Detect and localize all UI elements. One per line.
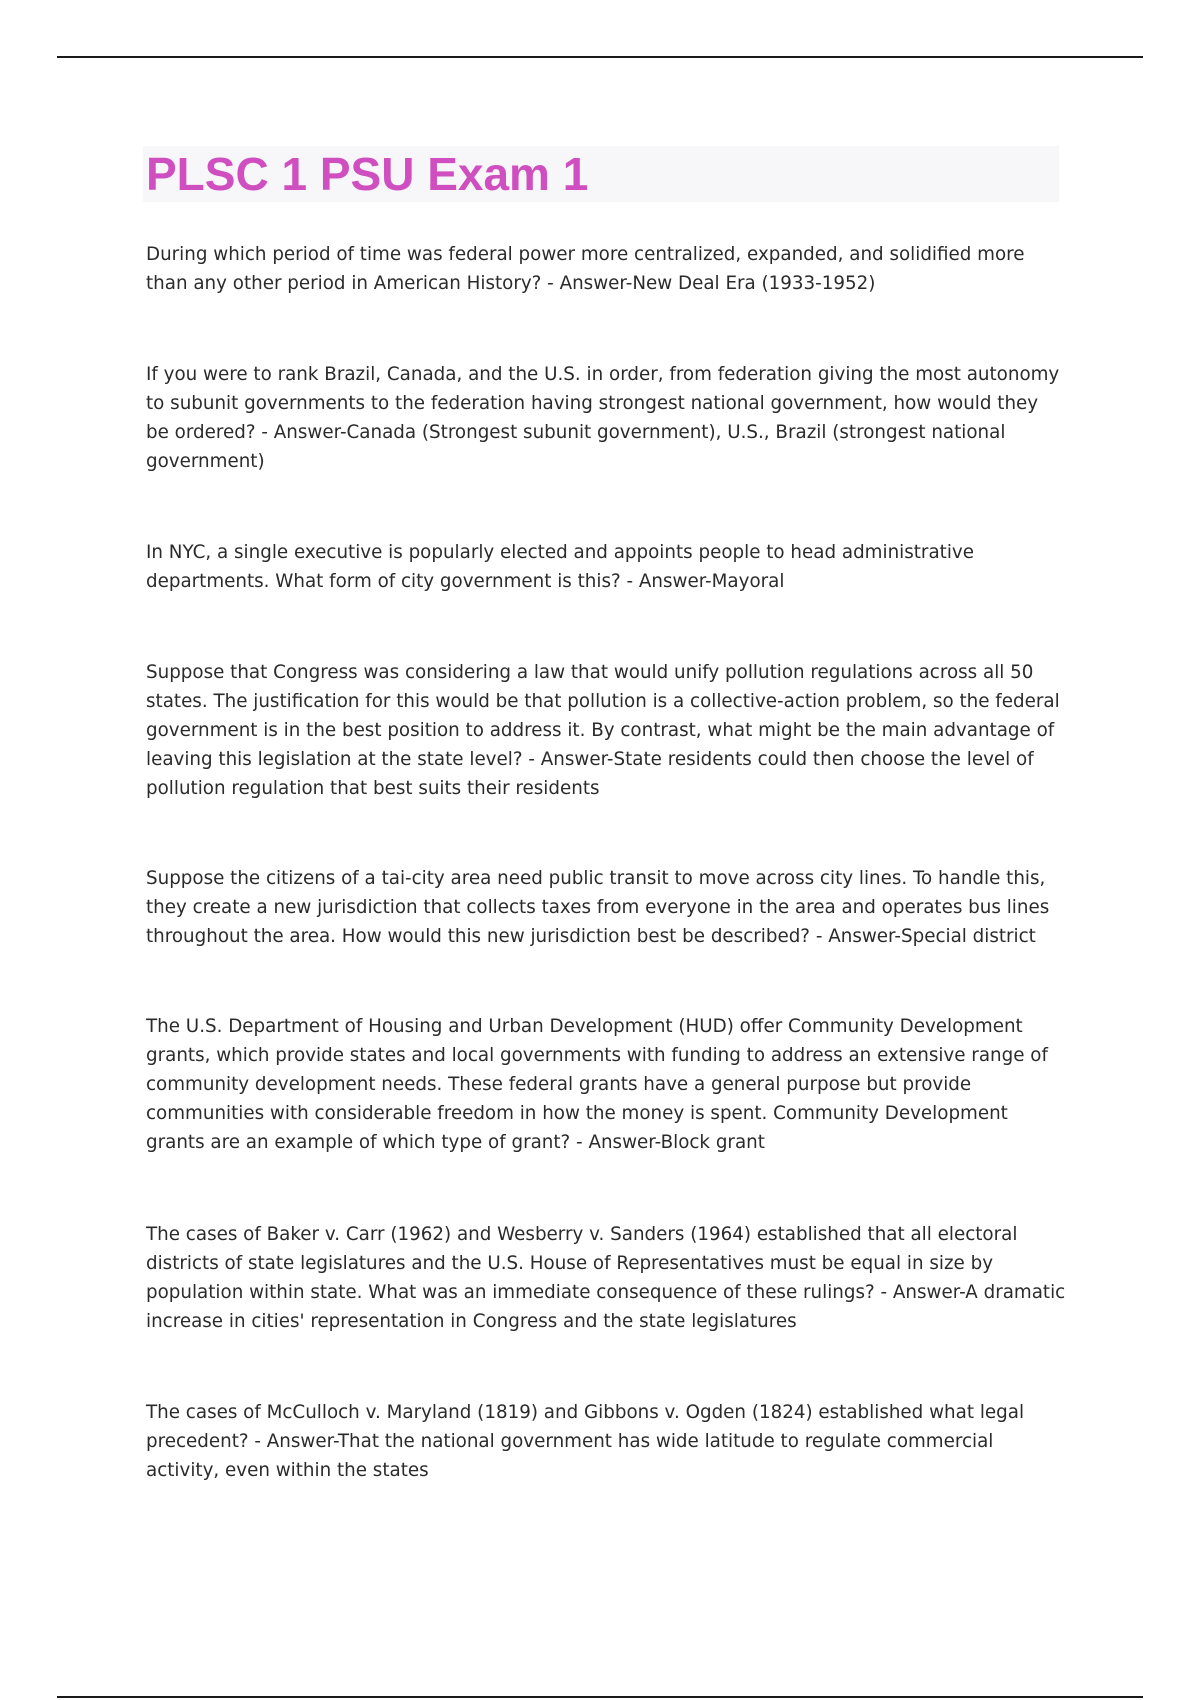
qa-item-1: During which period of time was federal power more centralized, expanded, and solidified more than any other period in American History? - Answer-New Deal Era (1933-1952) [146, 244, 1025, 294]
qa-item-4: Suppose that Congress was considering a law that would unify pollution regulations across all 50 states. The justification for this would be that pollution is a collective-action problem, so the federal government is in the best position to address it. By contrast, what might be the main advantage of leaving this legislation at the state level? - Answer-State residents could then choose the level of pollution regulation that best suits their residents [146, 662, 1060, 799]
document-title: PLSC 1 PSU Exam 1 [146, 148, 589, 200]
qa-item-2: If you were to rank Brazil, Canada, and the U.S. in order, from federation giving the most autonomy to subunit governments to the federation having strongest national government, how would they be ordered? - Answer-Canada (Strongest subunit government), U.S., Brazil (strongest national government) [146, 364, 1060, 472]
header-rule [57, 56, 1143, 58]
qa-item-7: The cases of Baker v. Carr (1962) and Wesberry v. Sanders (1964) established that all electoral districts of state legislatures and the U.S. House of Representatives must be equal in size by population within state. What was an immediate consequence of these rulings? - Answer-A dramatic increase in cities' representation in Congress and the state legislatures [146, 1224, 1066, 1332]
qa-item-8: The cases of McCulloch v. Maryland (1819) and Gibbons v. Ogden (1824) established what legal precedent? - Answer-That the national government has wide latitude to regulate commercial activity, even within the states [146, 1402, 1025, 1481]
qa-item-5: Suppose the citizens of a tai-city area need public transit to move across city lines. To handle this, they create a new jurisdiction that collects taxes from everyone in the area and operates bus lines throughout the area. How would this new jurisdiction best be described? - Answer-Special district [146, 868, 1050, 947]
qa-item-6: The U.S. Department of Housing and Urban Development (HUD) offer Community Development grants, which provide states and local governments with funding to address an extensive range of community development needs. These federal grants have a general purpose but provide communities with considerable freedom in how the money is spent. Community Development grants are an example of which type of grant? - Answer-Block grant [146, 1016, 1048, 1153]
qa-item-3: In NYC, a single executive is popularly elected and appoints people to head administrative departments. What form of city government is this? - Answer-Mayoral [146, 542, 974, 592]
footer-rule [57, 1696, 1143, 1698]
